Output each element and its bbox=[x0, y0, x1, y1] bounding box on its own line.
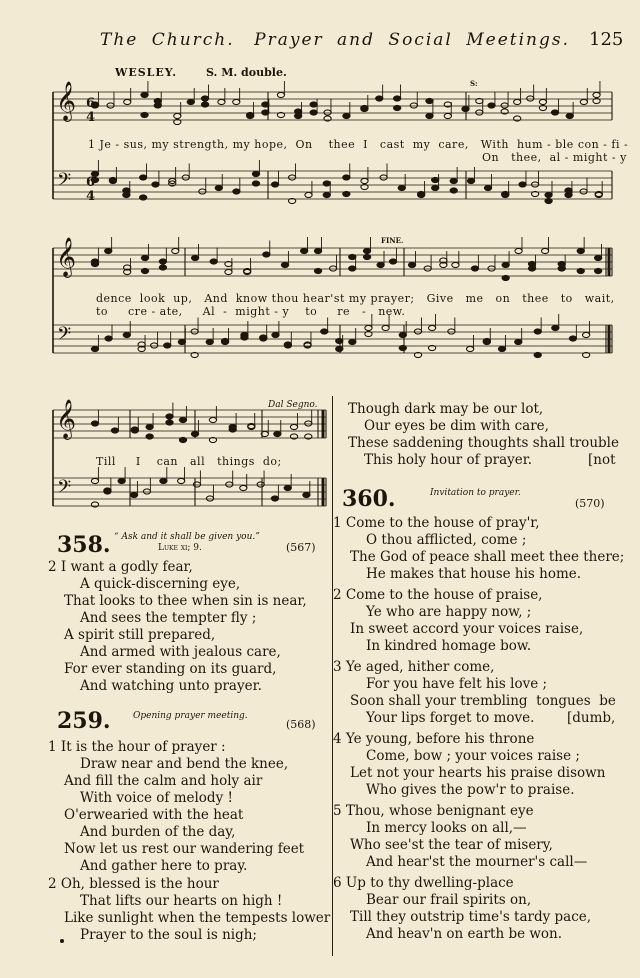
treble-clef-icon: 𝄞 bbox=[56, 237, 77, 277]
treble-note bbox=[179, 417, 186, 422]
treble-note bbox=[159, 259, 166, 264]
treble-note bbox=[166, 420, 173, 425]
hymn-title-259: Opening prayer meeting. bbox=[133, 711, 248, 721]
treble-note bbox=[363, 254, 370, 259]
verse-line: Come, bow ; your voices raise ; bbox=[366, 748, 580, 764]
bass-note bbox=[349, 339, 356, 344]
bass-note bbox=[191, 329, 198, 334]
verse-line: Now let us rest our wandering feet bbox=[64, 841, 305, 857]
treble-note bbox=[141, 112, 148, 117]
verse-line: Bear our frail spirits on, bbox=[366, 892, 532, 908]
treble-note bbox=[146, 424, 153, 429]
bass-note bbox=[580, 189, 587, 194]
column-divider bbox=[332, 396, 333, 956]
verse-line: 1 It is the hour of prayer : bbox=[48, 739, 226, 755]
verse-line: Like sunlight when the tempests lower bbox=[64, 910, 331, 926]
treble-note bbox=[105, 248, 112, 253]
bass-note bbox=[109, 177, 116, 182]
treble-note bbox=[488, 103, 495, 108]
bass-note bbox=[284, 342, 291, 347]
treble-note bbox=[229, 427, 236, 432]
verse-line: And gather here to pray. bbox=[80, 858, 248, 874]
bass-note bbox=[365, 325, 372, 330]
bass-note bbox=[545, 198, 552, 203]
bass-note bbox=[467, 178, 474, 183]
treble-note bbox=[179, 437, 186, 442]
treble-note bbox=[349, 266, 356, 271]
bass-note bbox=[361, 178, 368, 183]
treble-note bbox=[301, 248, 308, 253]
verse-line: 1 Come to the house of pray'r, bbox=[333, 515, 540, 531]
treble-note bbox=[172, 248, 179, 253]
verse-line: Though dark may be our lot, bbox=[348, 401, 544, 417]
treble-note bbox=[502, 262, 509, 267]
bass-note bbox=[448, 329, 455, 334]
bass-note bbox=[104, 488, 111, 493]
treble-note bbox=[410, 103, 417, 108]
treble-note bbox=[192, 255, 199, 260]
treble-note bbox=[426, 98, 433, 103]
bass-note bbox=[498, 346, 505, 351]
treble-note bbox=[174, 113, 181, 118]
bass-note bbox=[305, 192, 312, 197]
verse-line: The God of peace shall meet thee there; bbox=[350, 549, 625, 565]
verse-line: [not bbox=[588, 452, 616, 468]
bass-clef-icon: 𝄢 bbox=[57, 324, 72, 349]
bass-note bbox=[343, 175, 350, 180]
bass-note bbox=[260, 335, 267, 340]
bass-note bbox=[252, 171, 259, 176]
treble-note bbox=[141, 92, 148, 97]
treble-note bbox=[201, 102, 208, 107]
verse-line: A spirit still prepared, bbox=[64, 627, 216, 643]
bass-note bbox=[534, 352, 541, 357]
verse-line: For you have felt his love ; bbox=[366, 676, 548, 692]
treble-note bbox=[558, 261, 565, 266]
bass-note bbox=[140, 195, 147, 200]
verse-line: And armed with jealous care, bbox=[80, 644, 281, 660]
bass-note bbox=[483, 338, 490, 343]
bass-note bbox=[467, 346, 474, 351]
verse-line: That looks to thee when sin is near, bbox=[64, 593, 307, 609]
treble-note bbox=[361, 105, 368, 110]
bass-note bbox=[257, 482, 264, 487]
verse-line: Our eyes be dim with care, bbox=[364, 418, 549, 434]
bass-note bbox=[343, 191, 350, 196]
treble-note bbox=[124, 99, 131, 104]
treble-note bbox=[141, 268, 148, 273]
treble-note bbox=[452, 262, 459, 267]
verse-line: Ye who are happy now, ; bbox=[366, 604, 532, 620]
treble-note bbox=[290, 424, 297, 429]
treble-note bbox=[111, 428, 118, 433]
verse-line: In kindred homage bow. bbox=[366, 638, 532, 654]
bass-note bbox=[534, 329, 541, 334]
treble-note bbox=[277, 92, 284, 97]
treble-note bbox=[201, 96, 208, 101]
bass-note bbox=[91, 346, 98, 351]
bass-note bbox=[215, 185, 222, 190]
treble-note bbox=[263, 252, 270, 257]
bass-note bbox=[160, 478, 167, 483]
treble-note bbox=[501, 103, 508, 108]
verse-line: 2 I want a godly fear, bbox=[48, 559, 193, 575]
bass-note bbox=[336, 346, 343, 351]
verse-line: Prayer to the soul is nigh; bbox=[80, 927, 257, 943]
verse-line: O'erwearied with the heat bbox=[64, 807, 244, 823]
verse-line: And hear'st the mourner's call— bbox=[366, 854, 588, 870]
treble-note bbox=[476, 110, 483, 115]
treble-note bbox=[210, 259, 217, 264]
treble-note bbox=[314, 248, 321, 253]
bass-note bbox=[382, 325, 389, 330]
hymn-number-358: 358. bbox=[57, 532, 111, 558]
bass-note bbox=[182, 175, 189, 180]
treble-note bbox=[389, 259, 396, 264]
treble-note bbox=[218, 99, 225, 104]
treble-note bbox=[166, 414, 173, 419]
running-title-right: Prayer and Social Meetings. bbox=[254, 30, 570, 50]
treble-note bbox=[577, 248, 584, 253]
treble-note bbox=[488, 266, 495, 271]
bass-note bbox=[164, 343, 171, 348]
hymn-title-358: “ Ask and it shall be given you.” bbox=[114, 532, 260, 542]
treble-clef-icon: 𝄞 bbox=[56, 81, 77, 121]
treble-note bbox=[541, 248, 548, 253]
segno-mark: S: bbox=[470, 79, 478, 88]
bass-note bbox=[484, 185, 491, 190]
treble-note bbox=[595, 268, 602, 273]
bass-note bbox=[118, 478, 125, 483]
bass-note bbox=[414, 329, 421, 334]
bass-note bbox=[221, 338, 228, 343]
bass-note bbox=[105, 336, 112, 341]
treble-note bbox=[225, 269, 232, 274]
bass-note bbox=[450, 188, 457, 193]
verse-line: 5 Thou, whose benignant eye bbox=[333, 803, 534, 819]
bass-note bbox=[140, 175, 147, 180]
bass-note bbox=[380, 175, 387, 180]
treble-note bbox=[394, 96, 401, 101]
bass-note bbox=[206, 496, 213, 501]
time-signature-bottom: 4 bbox=[86, 189, 96, 204]
verse-line: Soon shall your trembling tongues be bbox=[350, 693, 616, 709]
bass-note bbox=[569, 336, 576, 341]
verse-line: He makes that house his home. bbox=[366, 566, 582, 582]
hymn-number-259: 259. bbox=[57, 708, 111, 734]
bass-note bbox=[532, 182, 539, 187]
bass-note bbox=[252, 181, 259, 186]
bass-note bbox=[91, 478, 98, 483]
time-signature-bottom: 4 bbox=[86, 110, 96, 125]
treble-note bbox=[376, 96, 383, 101]
bass-note bbox=[552, 325, 559, 330]
bass-note bbox=[583, 332, 590, 337]
bass-note bbox=[399, 332, 406, 337]
treble-note bbox=[159, 265, 166, 270]
bass-clef-icon: 𝄢 bbox=[57, 477, 72, 502]
time-signature-top: 6 bbox=[86, 175, 96, 190]
treble-note bbox=[281, 262, 288, 267]
treble-note bbox=[154, 98, 161, 103]
verse-line: This holy hour of prayer. bbox=[364, 452, 532, 468]
treble-note bbox=[580, 99, 587, 104]
bass-note bbox=[226, 482, 233, 487]
bass-note bbox=[271, 182, 278, 187]
treble-note bbox=[324, 110, 331, 115]
bass-clef-icon: 𝄢 bbox=[57, 170, 72, 195]
verse-line: For ever standing on its guard, bbox=[64, 661, 277, 677]
treble-note bbox=[305, 421, 312, 426]
lyrics-line-2a: dence look up, And know thou hear'st my prayer; Give me on thee to wait, bbox=[96, 292, 615, 305]
bass-note bbox=[336, 338, 343, 343]
treble-note bbox=[274, 431, 281, 436]
dal-segno-mark: Dal Segno. bbox=[268, 400, 318, 410]
lyrics-line-3: Till I can all things do; bbox=[96, 455, 282, 468]
bass-note bbox=[289, 175, 296, 180]
treble-note bbox=[141, 255, 148, 260]
bass-note bbox=[323, 192, 330, 197]
treble-note bbox=[295, 109, 302, 114]
bass-note bbox=[152, 182, 159, 187]
bass-note bbox=[515, 339, 522, 344]
bass-note bbox=[418, 191, 425, 196]
bass-note bbox=[450, 178, 457, 183]
treble-note bbox=[593, 92, 600, 97]
bass-note bbox=[241, 335, 248, 340]
verse-line: O thou afflicted, come ; bbox=[366, 532, 527, 548]
lyrics-line-2b: to cre - ate, Al - might - y to re - new. bbox=[96, 305, 406, 318]
bass-note bbox=[233, 189, 240, 194]
verse-line: That lifts our hearts on high ! bbox=[80, 893, 283, 909]
tune-name: WESLEY. bbox=[115, 66, 178, 79]
treble-note bbox=[349, 254, 356, 259]
treble-note bbox=[262, 110, 269, 115]
bass-note bbox=[130, 492, 137, 497]
verse-line: In sweet accord your voices raise, bbox=[350, 621, 584, 637]
treble-note bbox=[514, 99, 521, 104]
verse-line: A quick-discerning eye, bbox=[80, 576, 241, 592]
verse-line: Who see'st the tear of misery, bbox=[350, 837, 553, 853]
treble-note bbox=[330, 266, 337, 271]
verse-line: Till they outstrip time's tardy pace, bbox=[350, 909, 592, 925]
hymn-ref-number-259: (568) bbox=[286, 718, 316, 731]
bass-note bbox=[178, 339, 185, 344]
bass-note bbox=[199, 189, 206, 194]
bass-note bbox=[565, 188, 572, 193]
verse-line: [dumb, bbox=[567, 710, 616, 726]
verse-line: Let not your hearts his praise disown bbox=[350, 765, 606, 781]
treble-note bbox=[191, 431, 198, 436]
bass-note bbox=[206, 339, 213, 344]
verse-line: 2 Oh, blessed is the hour bbox=[48, 876, 219, 892]
treble-note bbox=[394, 105, 401, 110]
treble-note bbox=[187, 99, 194, 104]
verse-line: 3 Ye aged, hither come, bbox=[333, 659, 495, 675]
bass-note bbox=[432, 177, 439, 182]
treble-note bbox=[310, 110, 317, 115]
verse-line: And fill the calm and holy air bbox=[64, 773, 263, 789]
verse-line: In mercy looks on all,— bbox=[366, 820, 527, 836]
bass-note bbox=[123, 332, 130, 337]
verse-line: And watching unto prayer. bbox=[80, 678, 262, 694]
treble-note bbox=[527, 96, 534, 101]
treble-note bbox=[363, 248, 370, 253]
verse-line: With voice of melody ! bbox=[80, 790, 233, 806]
treble-note bbox=[146, 434, 153, 439]
verse-line: And burden of the day, bbox=[80, 824, 236, 840]
bass-note bbox=[428, 325, 435, 330]
treble-note bbox=[91, 261, 98, 266]
treble-note bbox=[131, 427, 138, 432]
bass-note bbox=[323, 181, 330, 186]
lyrics-line-1b: On thee, al - might - y bbox=[482, 151, 627, 164]
treble-clef-icon: 𝄞 bbox=[56, 399, 77, 439]
page-number: 125 bbox=[589, 29, 624, 50]
treble-note bbox=[462, 106, 469, 111]
hymn-ref-number-360: (570) bbox=[575, 497, 605, 510]
hymn-reference-358: Luke xi; 9. bbox=[158, 543, 202, 553]
lyrics-line-1a: 1 Je - sus, my strength, my hope, On thee I cast my care, With hum - ble con - fi - bbox=[88, 138, 629, 151]
hymn-title-360: Invitation to prayer. bbox=[430, 488, 521, 498]
treble-note bbox=[233, 99, 240, 104]
bass-note bbox=[272, 332, 279, 337]
time-signature-top: 6 bbox=[86, 96, 96, 111]
bass-note bbox=[123, 188, 130, 193]
ink-dot bbox=[60, 939, 64, 943]
bass-note bbox=[519, 182, 526, 187]
bass-note bbox=[143, 489, 150, 494]
bass-note bbox=[271, 496, 278, 501]
treble-note bbox=[426, 113, 433, 118]
treble-note bbox=[551, 110, 558, 115]
verse-line: These saddening thoughts shall trouble bbox=[348, 435, 619, 451]
treble-note bbox=[408, 262, 415, 267]
treble-note bbox=[310, 102, 317, 107]
treble-note bbox=[377, 262, 384, 267]
treble-note bbox=[539, 99, 546, 104]
treble-note bbox=[343, 113, 350, 118]
treble-note bbox=[444, 113, 451, 118]
hymn-number-360: 360. bbox=[342, 486, 396, 512]
treble-note bbox=[91, 421, 98, 426]
verse-line: 2 Come to the house of praise, bbox=[333, 587, 543, 603]
bass-note bbox=[240, 485, 247, 490]
bass-note bbox=[399, 345, 406, 350]
bass-note bbox=[178, 478, 185, 483]
verse-line: And heav'n on earth be won. bbox=[366, 926, 563, 942]
treble-note bbox=[247, 112, 254, 117]
treble-note bbox=[595, 255, 602, 260]
hymn-ref-number-358: (567) bbox=[286, 541, 316, 554]
running-title-left: The Church. bbox=[100, 30, 235, 50]
treble-note bbox=[515, 248, 522, 253]
tune-meter: S. M. double. bbox=[206, 66, 287, 79]
treble-note bbox=[424, 266, 431, 271]
verse-line: 6 Up to thy dwelling-place bbox=[333, 875, 514, 891]
treble-note bbox=[502, 275, 509, 280]
treble-note bbox=[314, 268, 321, 273]
treble-note bbox=[471, 266, 478, 271]
treble-note bbox=[528, 261, 535, 266]
verse-line: And sees the tempter fly ; bbox=[80, 610, 257, 626]
verse-line: Draw near and bend the knee, bbox=[80, 756, 289, 772]
bass-note bbox=[151, 343, 158, 348]
verse-line: Your lips forget to move. bbox=[366, 710, 535, 726]
treble-note bbox=[262, 102, 269, 107]
treble-note bbox=[209, 417, 216, 422]
treble-note bbox=[566, 113, 573, 118]
bass-note bbox=[321, 329, 328, 334]
bass-note bbox=[432, 185, 439, 190]
verse-line: 4 Ye young, before his throne bbox=[333, 731, 535, 747]
fine-mark: FINE. bbox=[381, 236, 404, 245]
bass-note bbox=[303, 492, 310, 497]
bass-note bbox=[398, 185, 405, 190]
treble-note bbox=[107, 103, 114, 108]
bass-note bbox=[502, 191, 509, 196]
treble-note bbox=[577, 268, 584, 273]
bass-note bbox=[545, 192, 552, 197]
bass-note bbox=[284, 485, 291, 490]
verse-line: Who gives the pow'r to praise. bbox=[366, 782, 575, 798]
